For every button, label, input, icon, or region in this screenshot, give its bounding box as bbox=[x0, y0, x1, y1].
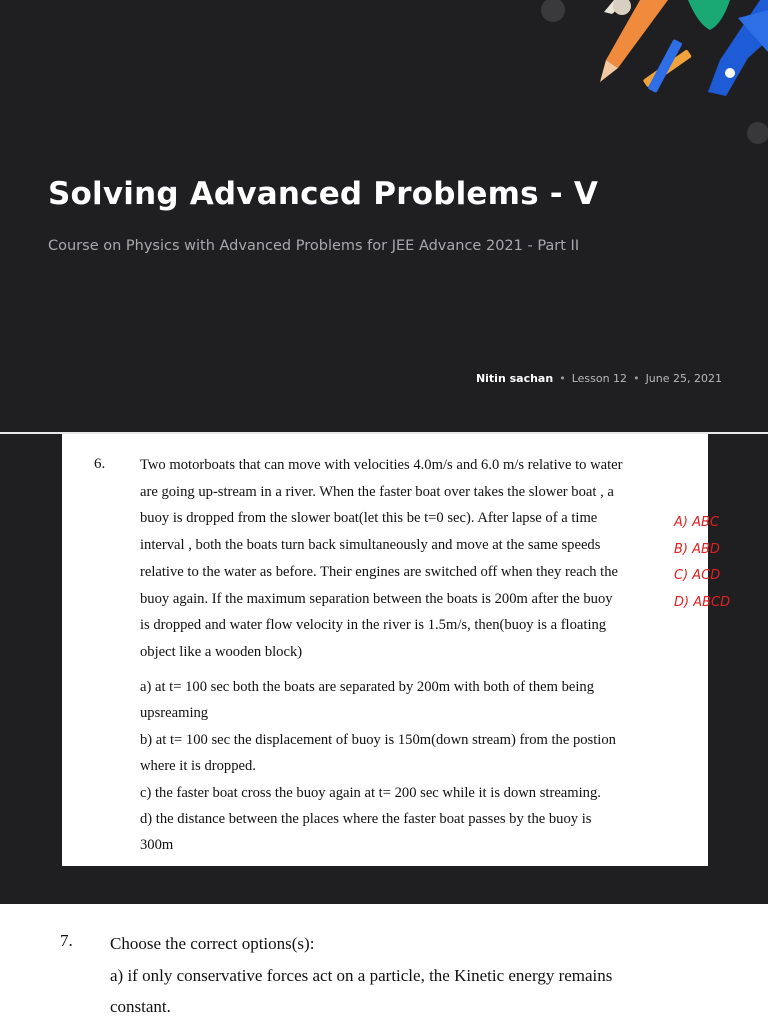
statement-line: buoy again. If the maximum separation between the boats is 200m after the buoy bbox=[140, 590, 613, 607]
meta-separator: • bbox=[559, 372, 566, 385]
option-line: upsreaming bbox=[140, 705, 209, 722]
handwritten-choice: C) ACD bbox=[674, 568, 721, 583]
handwritten-choice: A) ABC bbox=[674, 515, 719, 530]
course-name: Course on Physics with Advanced Problems for JEE Advance 2021 - Part II bbox=[48, 238, 580, 254]
lesson-number: Lesson 12 bbox=[571, 372, 628, 385]
problem-6-sheet bbox=[62, 434, 708, 866]
lesson-date: June 25, 2021 bbox=[645, 372, 722, 385]
answer-options bbox=[140, 674, 680, 859]
handwritten-choice: B) ABD bbox=[674, 541, 720, 557]
option-line: c) the faster boat cross the buoy again at t= 200 sec while it is down streaming. bbox=[140, 784, 601, 801]
leaf-icon bbox=[688, 0, 730, 30]
decorative-illustration bbox=[0, 0, 768, 432]
handwritten-annotations bbox=[674, 510, 730, 616]
lesson-title: Solving Advanced Problems - V bbox=[48, 176, 599, 212]
statement-line: a) if only conservative forces act on a particle, the Kinetic energy remains bbox=[110, 965, 613, 985]
statement-line: object like a wooden block) bbox=[140, 643, 303, 660]
slide-gap bbox=[0, 866, 768, 904]
lesson-meta bbox=[476, 372, 722, 385]
statement-line: Choose the correct options(s): bbox=[110, 934, 315, 953]
question-number: 7. bbox=[60, 931, 73, 950]
title-card bbox=[0, 0, 768, 432]
question-statement bbox=[140, 452, 680, 666]
option-line: a) at t= 100 sec both the boats are separated by 200m with both of them being bbox=[140, 679, 595, 695]
statement-line: relative to the water as before. Their engines are switched off when they reach the bbox=[140, 563, 619, 580]
option-line: b) at t= 100 sec the displacement of buoy is 150m(down stream) from the postion bbox=[140, 731, 616, 748]
problem-7-slide bbox=[0, 904, 768, 1024]
deco-circle bbox=[541, 0, 565, 22]
question-statement bbox=[110, 928, 750, 1023]
statement-line: interval , both the boats turn back simultaneously and move at the same speeds bbox=[140, 537, 601, 554]
statement-line: constant. bbox=[110, 997, 171, 1016]
question-number: 6. bbox=[94, 456, 106, 472]
author-name: Nitin sachan bbox=[475, 372, 554, 385]
meta-separator: • bbox=[633, 372, 640, 385]
deco-circle bbox=[747, 122, 768, 144]
statement-line: buoy is dropped from the slower boat(let this be t=0 sec). After lapse of a time bbox=[140, 510, 598, 527]
option-line: 300m bbox=[140, 837, 174, 854]
problem-6-slide bbox=[0, 434, 768, 866]
option-line: d) the distance between the places where the faster boat passes by the buoy is bbox=[140, 811, 592, 828]
statement-line: are going up-stream in a river. When the faster boat over takes the slower boat , a bbox=[140, 483, 614, 500]
compass-icon bbox=[643, 39, 692, 93]
option-line: where it is dropped. bbox=[140, 758, 256, 775]
handwritten-choice: D) ABCD bbox=[674, 594, 731, 610]
statement-line: is dropped and water flow velocity in the river is 1.5m/s, then(buoy is a floating bbox=[140, 617, 607, 634]
statement-line: Two motorboats that can move with velocities 4.0m/s and 6.0 m/s relative to water bbox=[140, 457, 623, 473]
